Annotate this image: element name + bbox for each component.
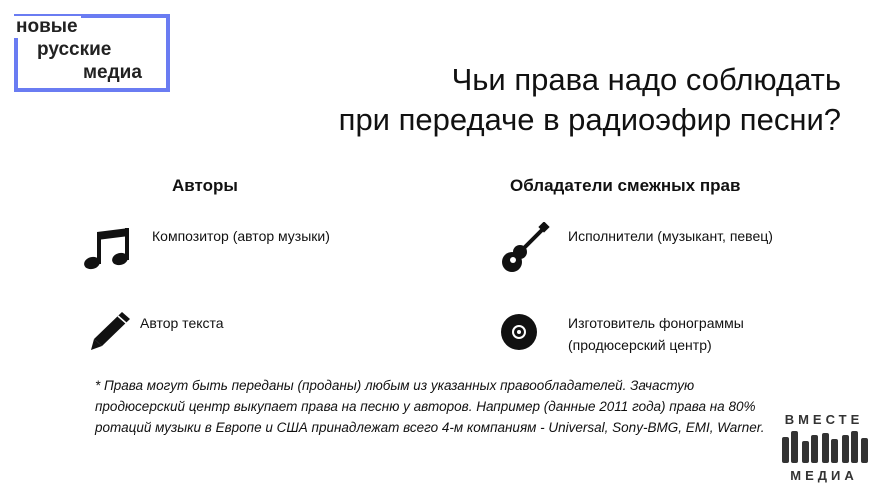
authors-heading: Авторы — [172, 176, 238, 195]
lyricist-label: Автор текста — [140, 315, 224, 331]
slide-title-line-2: при передаче в радиоэфир песни? — [338, 102, 841, 137]
phonogram-producer-label — [568, 312, 744, 356]
logo-line-1: новые — [13, 16, 81, 38]
pencil-icon — [88, 310, 134, 357]
brand-bottom-word: МЕДИА — [790, 468, 858, 483]
composer-label: Композитор (автор музыки) — [152, 228, 330, 244]
logo-line-2: русские — [34, 39, 114, 61]
brand-logo — [776, 412, 882, 492]
music-note-icon — [82, 226, 132, 277]
phonogram-producer-line-1: Изготовитель фонограммы — [568, 315, 744, 331]
sign-language-hands-icon — [780, 429, 872, 472]
phonogram-producer-line-2: (продюсерский центр) — [568, 337, 712, 353]
slide-title — [339, 60, 841, 140]
performers-label: Исполнители (музыкант, певец) — [568, 228, 773, 244]
logo — [8, 8, 190, 96]
footnote: * Права могут быть переданы (проданы) любым из указанных правообладателей. Зачастую продюсерский центр выкупает права на песню у авторов. Например (данные 2011 года) права на 80% ротаций музыки в Европе и США принадлежат всего 4-м компаниям - Universal, Sony-BMG, EMI, Warner. — [95, 378, 765, 435]
slide-title-line-1: Чьи права надо соблюдать — [451, 62, 841, 97]
brand-top-word: ВМЕСТЕ — [784, 412, 864, 427]
guitar-icon — [498, 222, 550, 279]
disc-icon — [500, 313, 538, 356]
related-rights-heading: Обладатели смежных прав — [510, 176, 741, 195]
logo-line-3: медиа — [80, 62, 145, 84]
